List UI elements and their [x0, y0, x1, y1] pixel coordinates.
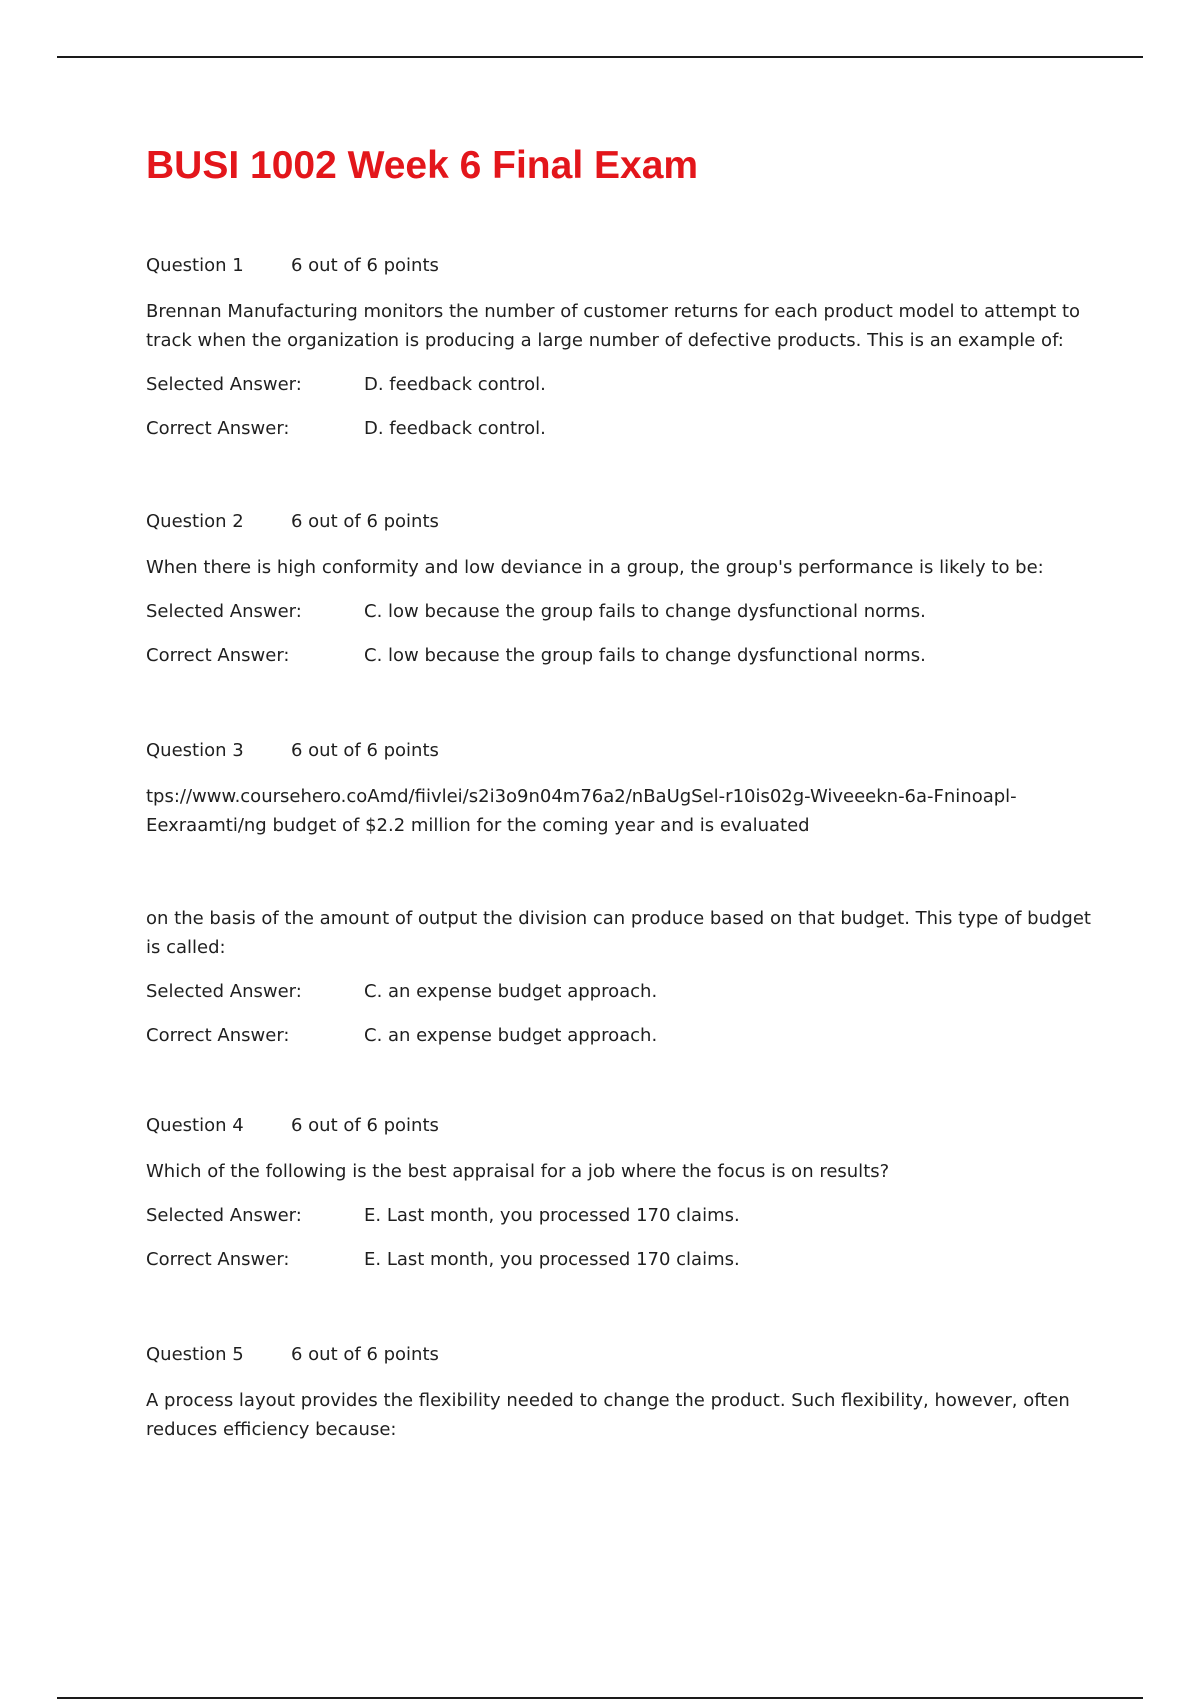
selected-answer-label: Selected Answer:	[146, 601, 302, 622]
question-points: 6 out of 6 points	[291, 1344, 439, 1365]
question-number: Question 4	[146, 1115, 244, 1136]
question-text-continued: on the basis of the amount of output the division can produce based on that budget. This type of budget is called:	[146, 908, 1091, 958]
question-text: tps://www.coursehero.coAmd/fiivlei/s2i3o9n04m76a2/nBaUgSel-r10is02g-Wiveeekn-6a-Fninoapl-Eexraamti/ng budget of $2.2 million for the coming year and is evaluated	[146, 786, 1017, 836]
question-number: Question 3	[146, 740, 244, 761]
selected-answer-label: Selected Answer:	[146, 981, 302, 1002]
selected-answer-row	[146, 597, 1096, 626]
bottom-rule	[57, 1697, 1143, 1699]
question-block	[146, 1111, 1096, 1274]
question-points: 6 out of 6 points	[291, 255, 439, 276]
question-text: When there is high conformity and low deviance in a group, the group's performance is likely to be:	[146, 557, 1044, 578]
correct-answer-row	[146, 1245, 1096, 1274]
question-header	[146, 507, 1096, 537]
correct-answer-value: E. Last month, you processed 170 claims.	[364, 1249, 740, 1270]
correct-answer-label: Correct Answer:	[146, 1249, 290, 1270]
question-number: Question 2	[146, 511, 244, 532]
selected-answer-label: Selected Answer:	[146, 374, 302, 395]
selected-answer-row	[146, 1201, 1096, 1230]
correct-answer-row	[146, 641, 1096, 670]
selected-answer-value: E. Last month, you processed 170 claims.	[364, 1205, 740, 1226]
question-block	[146, 507, 1096, 670]
question-header	[146, 251, 1096, 281]
selected-answer-row	[146, 370, 1096, 399]
question-text: A process layout provides the flexibility needed to change the product. Such flexibility, however, often reduces efficiency because:	[146, 1390, 1070, 1440]
selected-answer-label: Selected Answer:	[146, 1205, 302, 1226]
question-text: Brennan Manufacturing monitors the number of customer returns for each product model to attempt to track when the organization is producing a large number of defective products. This is an example of:	[146, 301, 1081, 351]
correct-answer-label: Correct Answer:	[146, 645, 290, 666]
page-title: BUSI 1002 Week 6 Final Exam	[146, 144, 699, 187]
correct-answer-value: C. low because the group fails to change dysfunctional norms.	[364, 645, 926, 666]
question-points: 6 out of 6 points	[291, 1115, 439, 1136]
correct-answer-value: D. feedback control.	[364, 418, 546, 439]
selected-answer-value: C. an expense budget approach.	[364, 981, 658, 1002]
selected-answer-value: C. low because the group fails to change dysfunctional norms.	[364, 601, 926, 622]
correct-answer-row	[146, 414, 1096, 443]
question-header	[146, 1340, 1096, 1370]
question-block	[146, 1340, 1096, 1444]
question-header	[146, 1111, 1096, 1141]
correct-answer-value: C. an expense budget approach.	[364, 1025, 658, 1046]
selected-answer-row	[146, 977, 1096, 1006]
correct-answer-label: Correct Answer:	[146, 1025, 290, 1046]
question-number: Question 5	[146, 1344, 244, 1365]
question-block	[146, 251, 1096, 443]
question-header	[146, 736, 1096, 766]
correct-answer-label: Correct Answer:	[146, 418, 290, 439]
selected-answer-value: D. feedback control.	[364, 374, 546, 395]
top-rule	[57, 56, 1143, 58]
question-number: Question 1	[146, 255, 244, 276]
question-text: Which of the following is the best appraisal for a job where the focus is on results?	[146, 1161, 890, 1182]
question-points: 6 out of 6 points	[291, 511, 439, 532]
correct-answer-row	[146, 1021, 1096, 1050]
question-points: 6 out of 6 points	[291, 740, 439, 761]
question-block	[146, 736, 1096, 1050]
